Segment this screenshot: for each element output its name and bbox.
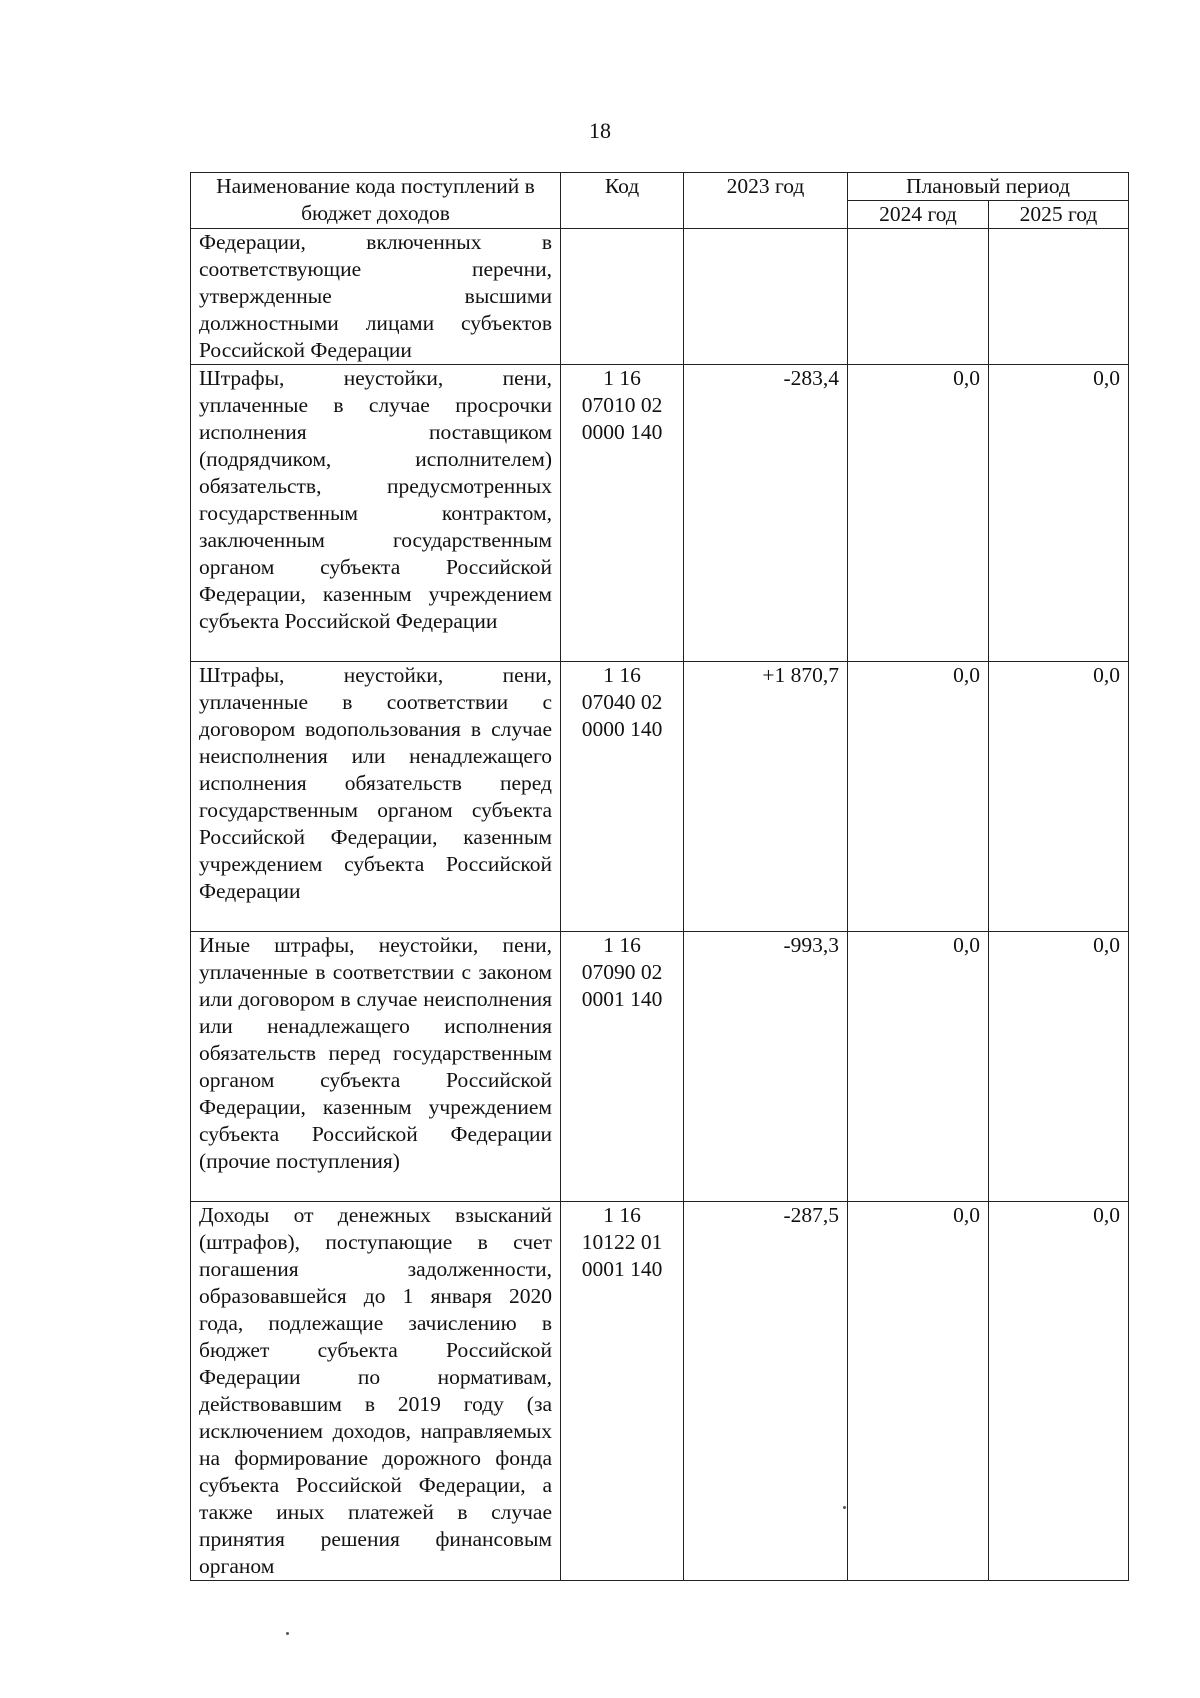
header-2023: 2023 год xyxy=(684,173,848,229)
header-planned-period: Плановый период xyxy=(848,173,1129,201)
header-2024: 2024 год xyxy=(848,201,989,229)
row-code xyxy=(561,932,684,1202)
table-row xyxy=(191,932,1129,1202)
table-row xyxy=(191,365,1129,662)
page-number: 18 xyxy=(589,118,611,143)
code-line: 1 16 xyxy=(603,933,641,957)
row-2024 xyxy=(848,229,989,365)
row-2023: -993,3 xyxy=(684,932,848,1202)
row-2025 xyxy=(989,229,1129,365)
row-2023: -283,4 xyxy=(684,365,848,662)
row-name: Доходы от денежных взысканий (штрафов), поступающие в счет погашения задолженности, образовавшейся до 1 января 2020 года, подлежащие зачислению в бюджет субъекта Российской Федерации по нормативам, действовавшим в 2019 году (за исключением доходов, направляемых на формирование дорожного фонда субъекта Российской Федерации, а также иных платежей в случае принятия решения финансовым органом xyxy=(191,1202,561,1581)
row-code xyxy=(561,229,684,365)
header-name: Наименование кода поступлений в бюджет доходов xyxy=(191,173,561,229)
code-line: 07040 02 xyxy=(581,690,663,714)
code-line: 0001 140 xyxy=(581,1257,663,1281)
header-2025: 2025 год xyxy=(989,201,1129,229)
code-line: 1 16 xyxy=(603,663,641,687)
table-row xyxy=(191,229,1129,365)
row-name: Иные штрафы, неустойки, пени, уплаченные в соответствии с законом или договором в случае неисполнения или ненадлежащего исполнения обязательств перед государственным органом субъекта Российской Федерации, казенным учреждением субъекта Российской Федерации (прочие поступления) xyxy=(191,932,561,1202)
header-code: Код xyxy=(561,173,684,229)
code-line: 0000 140 xyxy=(581,420,663,444)
revenue-table xyxy=(190,172,1129,1581)
row-name: Федерации, включенных в соответствующие перечни, утвержденные высшими должностными лицами субъектов Российской Федерации xyxy=(191,229,561,365)
table-row xyxy=(191,1202,1129,1581)
code-line: 1 16 xyxy=(603,1203,641,1227)
row-2025: 0,0 xyxy=(989,932,1129,1202)
row-2024: 0,0 xyxy=(848,662,989,932)
row-code xyxy=(561,1202,684,1581)
row-2025: 0,0 xyxy=(989,1202,1129,1581)
row-2025: 0,0 xyxy=(989,365,1129,662)
code-line: 07090 02 xyxy=(581,960,663,984)
table-header xyxy=(191,173,1129,229)
row-code xyxy=(561,662,684,932)
table-row xyxy=(191,662,1129,932)
code-line: 10122 01 xyxy=(581,1230,663,1254)
row-2023: +1 870,7 xyxy=(684,662,848,932)
row-2025: 0,0 xyxy=(989,662,1129,932)
scan-speck xyxy=(286,1632,289,1635)
code-line: 07010 02 xyxy=(581,393,663,417)
row-2024: 0,0 xyxy=(848,365,989,662)
row-2024: 0,0 xyxy=(848,1202,989,1581)
code-line: 1 16 xyxy=(603,366,641,390)
row-2023: -287,5 xyxy=(684,1202,848,1581)
scan-speck xyxy=(843,1506,846,1509)
row-2023 xyxy=(684,229,848,365)
row-name: Штрафы, неустойки, пени, уплаченные в соответствии с договором водопользования в случае неисполнения или ненадлежащего исполнения обязательств перед государственным органом субъекта Российской Федерации, казенным учреждением субъекта Российской Федерации xyxy=(191,662,561,932)
row-name: Штрафы, неустойки, пени, уплаченные в случае просрочки исполнения поставщиком (подрядчиком, исполнителем) обязательств, предусмотренных государственным контрактом, заключенным государственным органом субъекта Российской Федерации, казенным учреждением субъекта Российской Федерации xyxy=(191,365,561,662)
code-line: 0000 140 xyxy=(581,717,663,741)
row-code xyxy=(561,365,684,662)
code-line: 0001 140 xyxy=(581,987,663,1011)
row-2024: 0,0 xyxy=(848,932,989,1202)
